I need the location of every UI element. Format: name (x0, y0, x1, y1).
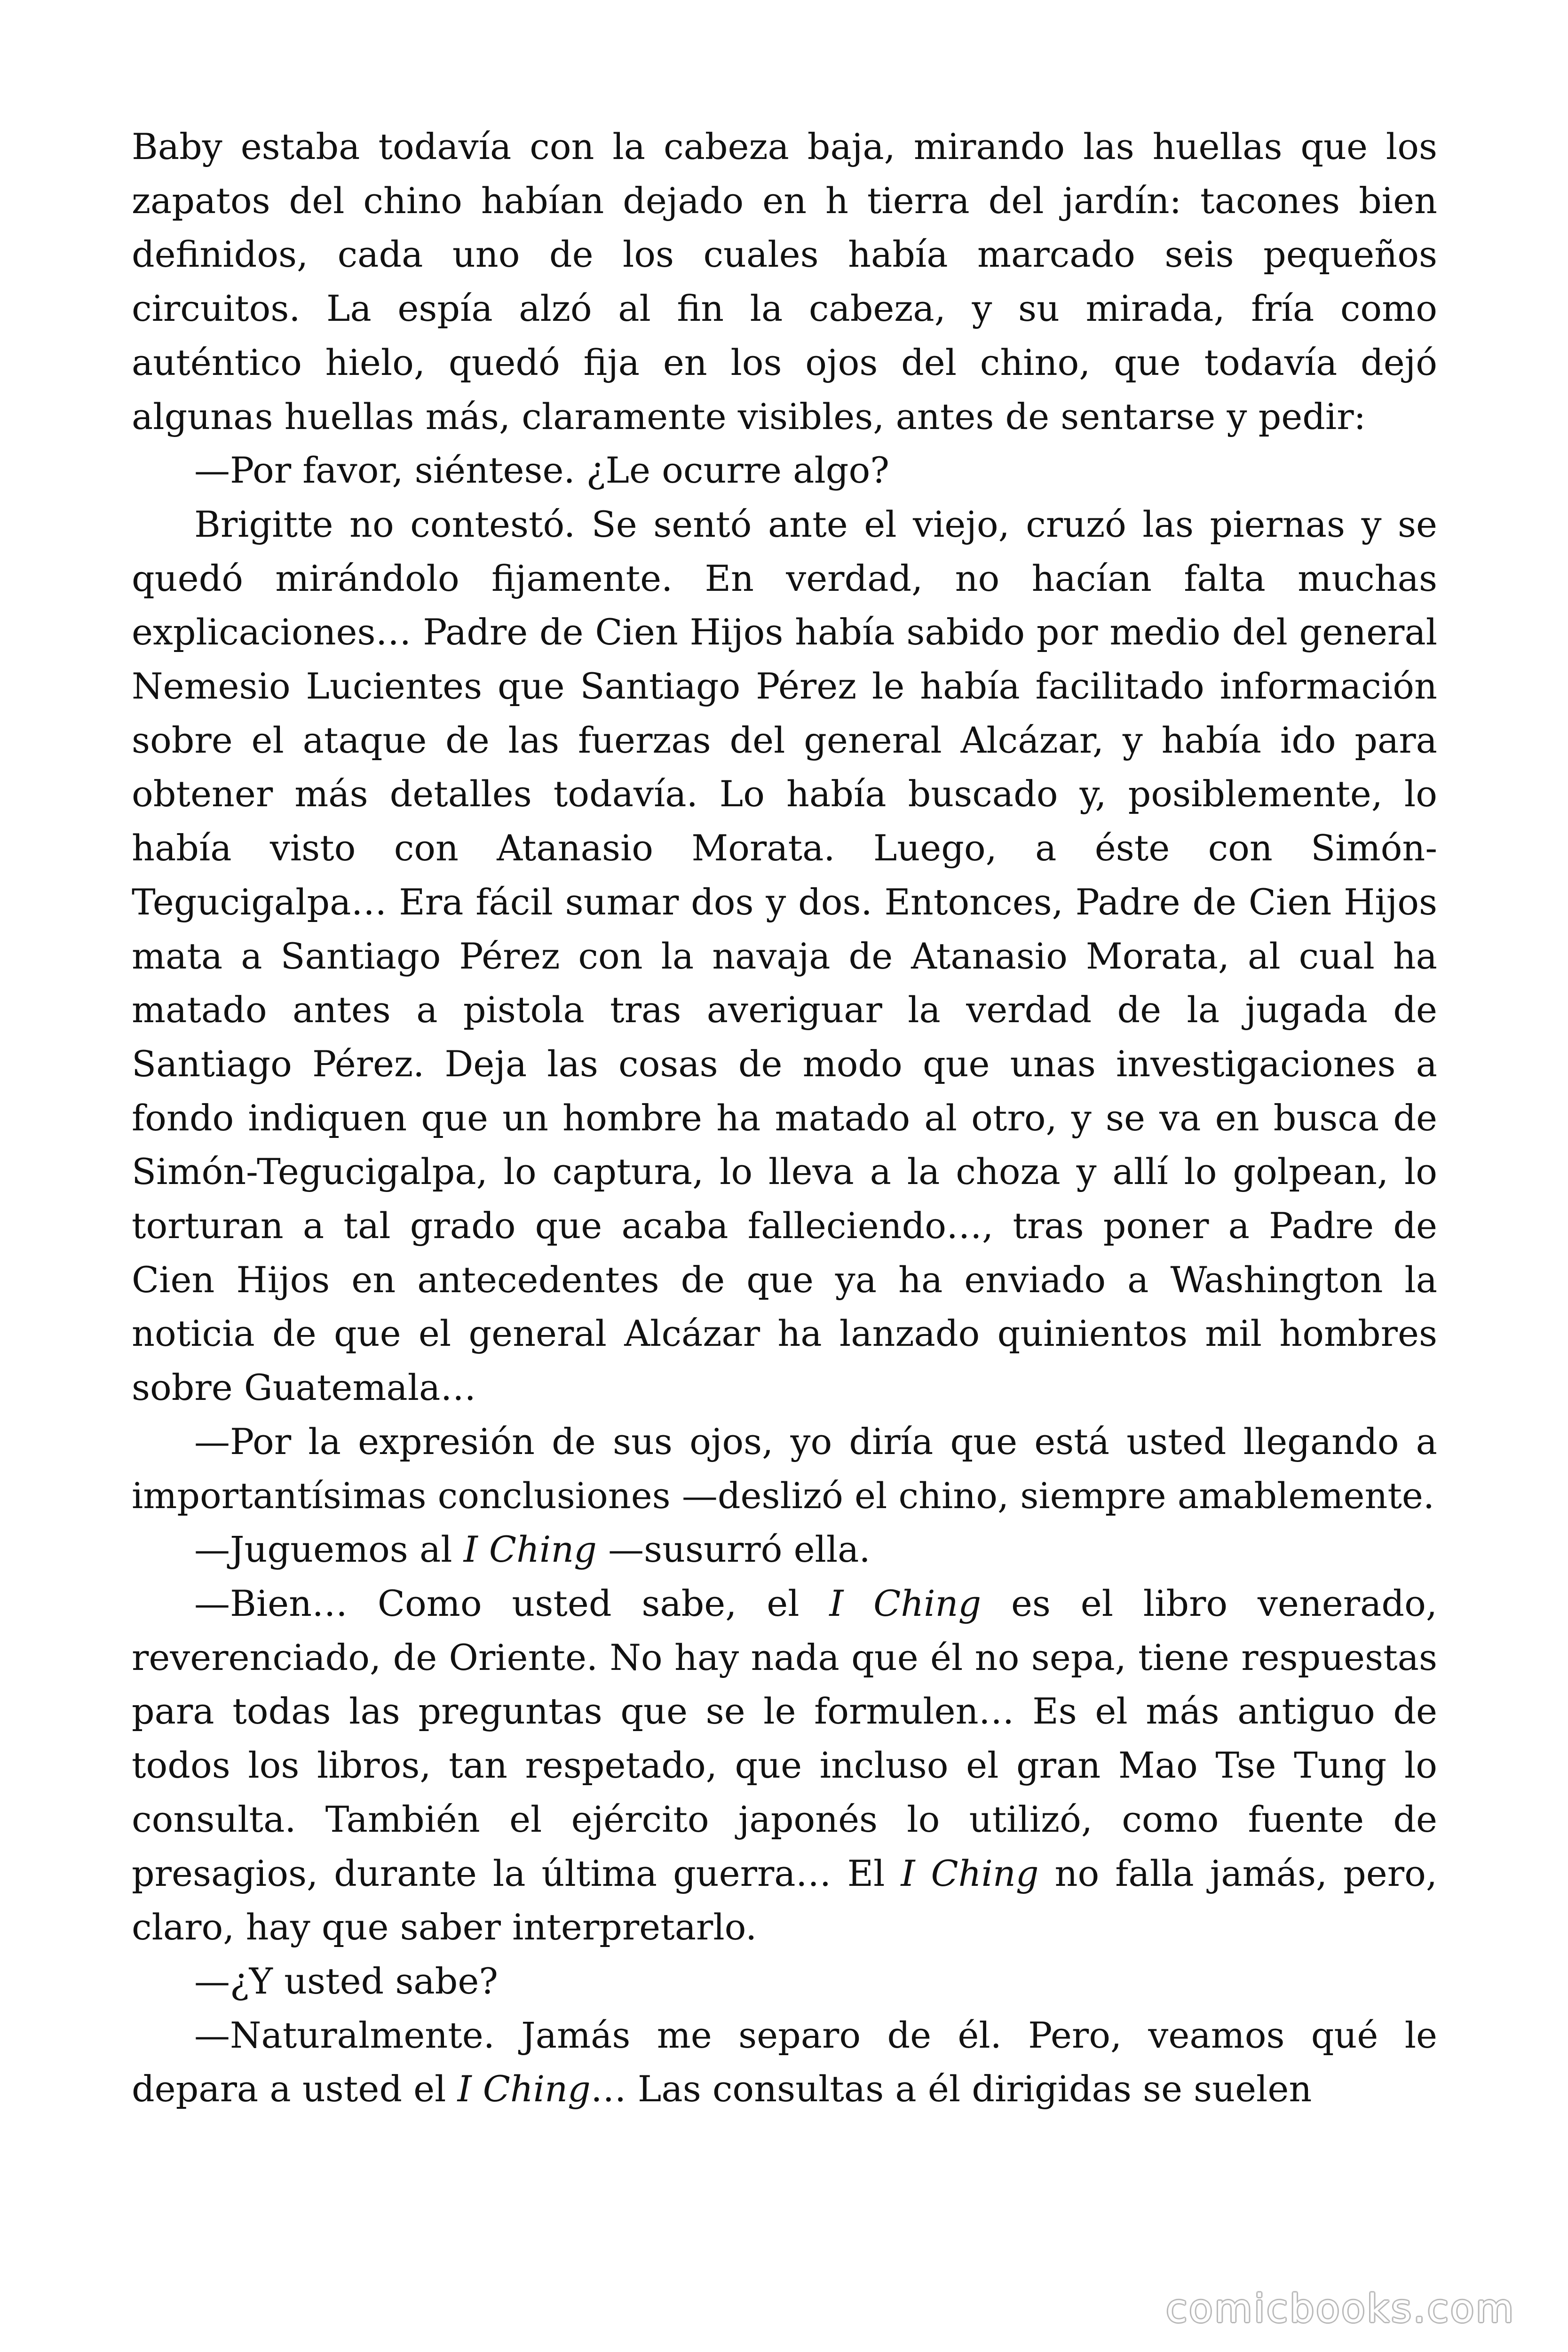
paragraph-text: —Bien… Como usted sabe, el (194, 1582, 830, 1624)
paragraph-text: —Por la expresión de sus ojos, yo diría que está usted llegando a importantísimas conclusiones —deslizó el chino, siempre amablemente. (132, 1420, 1437, 1517)
paragraph (132, 120, 1437, 444)
paragraph-text: —Naturalmente. Jamás me separo de él. Pero, veamos qué le depara a usted el (132, 2014, 1437, 2110)
paragraph-text: —Juguemos al (194, 1528, 464, 1571)
paragraph (132, 1523, 1437, 1577)
paragraph (132, 498, 1437, 1415)
paragraph-text: no falla jamás, pero, claro, hay que saber interpretarlo. (132, 1852, 1438, 1948)
watermark: comicbooks.com (1166, 2287, 1515, 2331)
italic-title-text: I Ching (457, 2068, 591, 2110)
paragraph (132, 2009, 1437, 2116)
italic-title-text: I Ching (901, 1852, 1039, 1894)
paragraph-text: Baby estaba todavía con la cabeza baja, mirando las huellas que los zapatos del chino habían dejado en h tierra del jardín: tacones bien definidos, cada uno de los cuales había marcado seis pequeños circuitos. La espía alzó al fin la cabeza, y su mirada, fría como auténtico hielo, quedó fija en los ojos del chino, que todavía dejó algunas huellas más, claramente visibles, antes de sentarse y pedir: (132, 126, 1437, 437)
italic-title-text: I Ching (829, 1582, 982, 1624)
paragraph (132, 444, 1437, 498)
paragraph-text: es el libro venerado, reverenciado, de Oriente. No hay nada que él no sepa, tiene respuestas para todas las preguntas que se le formulen… Es el más antiguo de todos los libros, tan respetado, que incluso el gran Mao Tse Tung lo consulta. También el ejército japonés lo utilizó, como fuente de presagios, durante la última guerra… El (132, 1582, 1437, 1894)
paragraph (132, 1415, 1437, 1523)
page-body-text (132, 120, 1437, 2116)
italic-title-text: I Ching (463, 1528, 597, 1571)
paragraph (132, 1955, 1437, 2009)
paragraph-text: —Por favor, siéntese. ¿Le ocurre algo? (194, 449, 889, 492)
paragraph (132, 1577, 1437, 1955)
paragraph-text: … Las consultas a él dirigidas se suelen (590, 2068, 1312, 2110)
paragraph-text: Brigitte no contestó. Se sentó ante el viejo, cruzó las piernas y se quedó mirándolo fijamente. En verdad, no hacían falta muchas explicaciones… Padre de Cien Hijos había sabido por medio del general Nemesio Lucientes que Santiago Pérez le había facilitado información sobre el ataque de las fuerzas del general Alcázar, y había ido para obtener más detalles todavía. Lo había buscado y, posiblemente, lo había visto con Atanasio Morata. Luego, a éste con Simón-Tegucigalpa… Era fácil sumar dos y dos. Entonces, Padre de Cien Hijos mata a Santiago Pérez con la navaja de Atanasio Morata, al cual ha matado antes a pistola tras averiguar la verdad de la jugada de Santiago Pérez. Deja las cosas de modo que unas investigaciones a fondo indiquen que un hombre ha matado al otro, y se va en busca de Simón-Tegucigalpa, lo captura, lo lleva a la choza y allí lo golpean, lo torturan a tal grado que acaba falleciendo…, tras poner a Padre de Cien Hijos en antecedentes de que ya ha enviado a Washington la noticia de que el general Alcázar ha lanzado quinientos mil hombres sobre Guatemala… (132, 503, 1437, 1409)
paragraph-text: —susurró ella. (596, 1528, 871, 1571)
paragraph-text: —¿Y usted sabe? (194, 1960, 499, 2002)
